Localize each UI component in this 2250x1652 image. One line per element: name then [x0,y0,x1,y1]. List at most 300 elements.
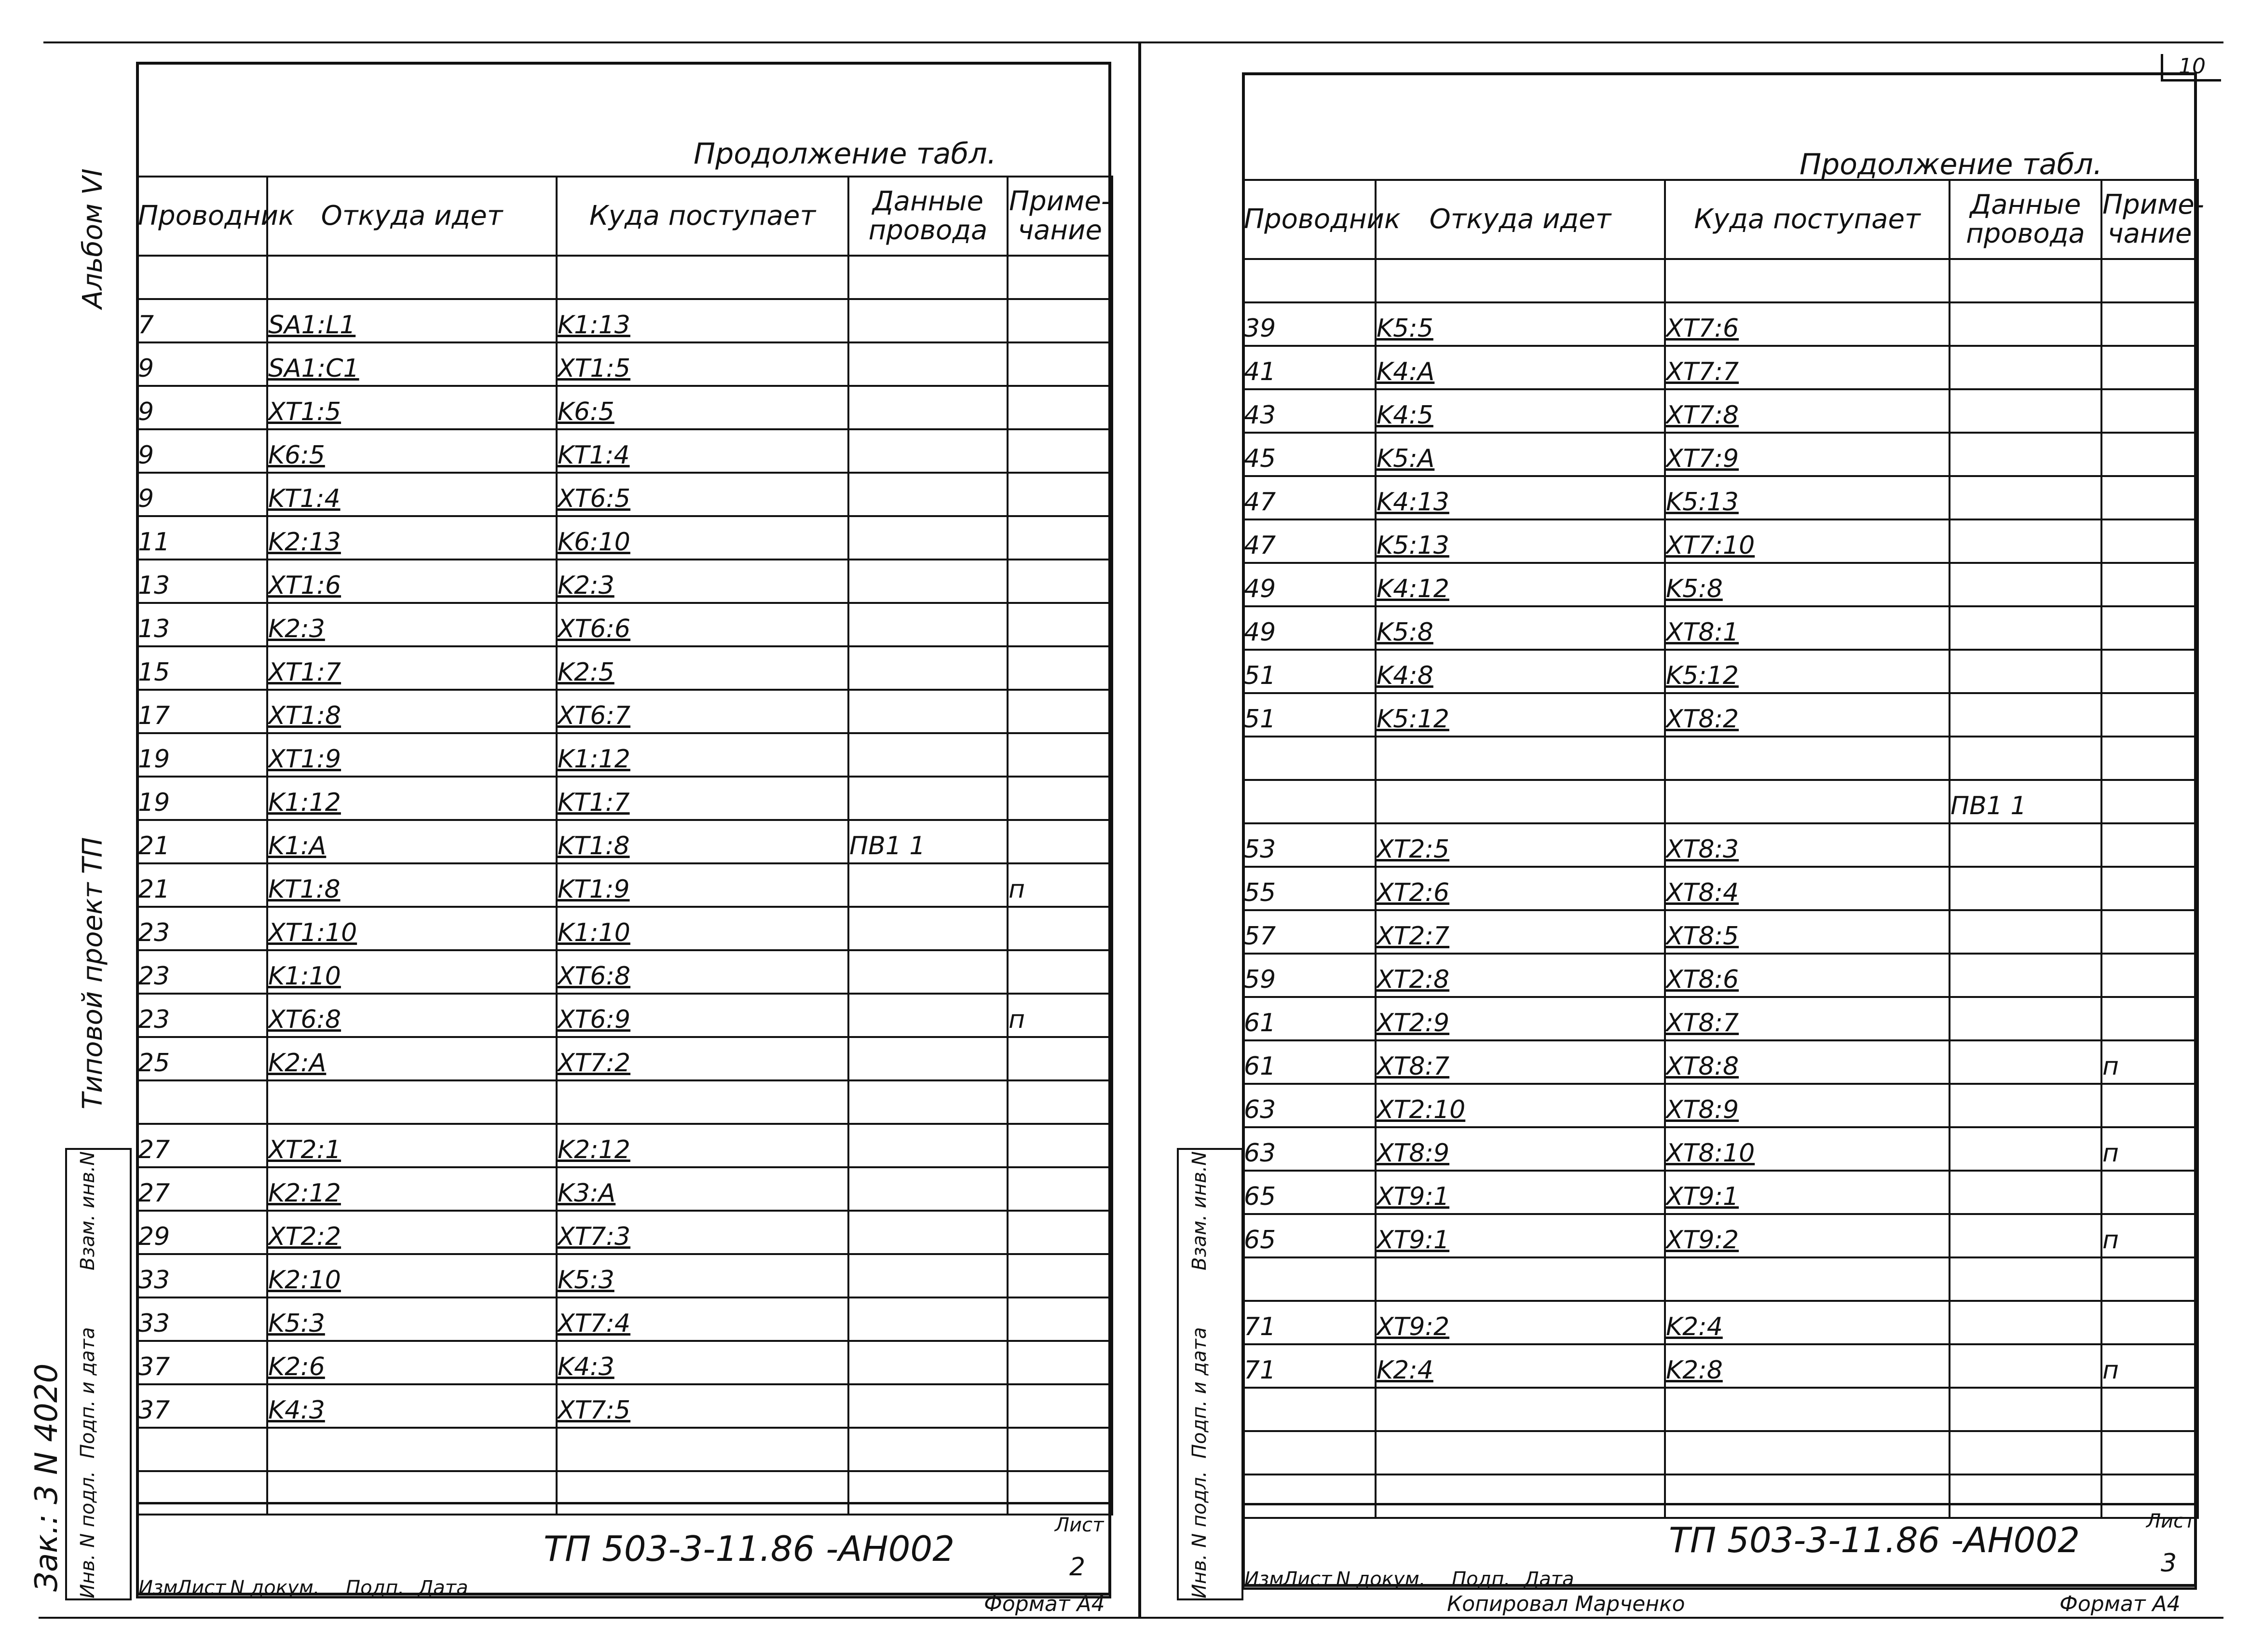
from-cell: K1:12 [267,777,557,820]
wire-data-cell [848,863,1008,907]
from-cell [1376,780,1665,823]
wire-data-cell [1950,563,2101,606]
wire-data-cell [848,1254,1008,1297]
col-header-wire-data: Данные провода [1950,180,2101,259]
wire-data-cell [1950,1388,2101,1431]
table-row [1243,1257,2198,1301]
note-cell [1008,516,1112,560]
wire-data-cell [1950,606,2101,650]
from-cell [267,256,557,299]
table-row [137,1211,1112,1254]
to-cell [557,1080,848,1124]
from-cell: XT1:8 [267,690,557,733]
wire-data-cell [848,603,1008,646]
to-cell: KT1:4 [557,429,848,473]
note-cell [2101,346,2198,389]
table-row [137,907,1112,950]
wire-data-cell [848,994,1008,1037]
wire-data-cell [848,256,1008,299]
from-cell: K5:12 [1376,693,1665,737]
format-label-right: Формат А4 [2059,1592,2181,1616]
stamp-label-sign: Подп. и дата [77,1327,99,1459]
center-divider [1138,41,1141,1619]
wire-data-cell: ПВ1 1 [848,820,1008,863]
from-cell: KT1:4 [267,473,557,516]
note-cell [1008,1341,1112,1384]
wire-cell: 27 [137,1124,267,1167]
to-cell: XT1:5 [557,342,848,386]
table-row [1243,997,2198,1040]
wire-cell: 49 [1243,606,1376,650]
wire-cell: 53 [1243,823,1376,867]
to-cell: XT8:9 [1665,1084,1950,1127]
to-cell: K5:13 [1665,476,1950,519]
to-cell: XT8:4 [1665,867,1950,910]
table-row [1243,823,2198,867]
to-cell [1665,780,1950,823]
wire-data-cell [1950,433,2101,476]
wire-data-cell [848,907,1008,950]
table-row [1243,650,2198,693]
wire-cell: 49 [1243,563,1376,606]
to-cell: KT1:7 [557,777,848,820]
wire-cell: 61 [1243,1040,1376,1084]
from-cell: XT9:1 [1376,1214,1665,1257]
from-cell: K4:13 [1376,476,1665,519]
table-row [137,386,1112,429]
wire-cell: 47 [1243,519,1376,563]
table-row [137,690,1112,733]
wire-cell: 21 [137,863,267,907]
note-cell [2101,1388,2198,1431]
wire-cell: 65 [1243,1171,1376,1214]
to-cell: XT7:2 [557,1037,848,1080]
table-row [1243,389,2198,433]
from-cell: XT2:2 [267,1211,557,1254]
from-cell: XT1:6 [267,560,557,603]
from-cell: XT6:8 [267,994,557,1037]
from-cell: XT1:5 [267,386,557,429]
note-cell [2101,910,2198,954]
table-row [137,603,1112,646]
table-row [137,950,1112,994]
from-cell [267,1428,557,1471]
wire-cell: 51 [1243,650,1376,693]
to-cell: XT7:7 [1665,346,1950,389]
wire-data-cell [1950,1127,2101,1171]
to-cell: XT6:9 [557,994,848,1037]
from-cell: K2:13 [267,516,557,560]
table-row [137,429,1112,473]
from-cell: K4:12 [1376,563,1665,606]
continuation-label-right: Продолжение табл. [1800,148,2102,181]
document-code-right: ТП 503-3-11.86 -АН002 [1669,1520,2080,1560]
wire-data-cell [848,733,1008,777]
note-cell: п [1008,863,1112,907]
stamp-label-repl-right: Взам. инв.N [1188,1151,1211,1270]
to-cell [1665,737,1950,780]
from-cell: XT1:9 [267,733,557,777]
note-cell [1008,690,1112,733]
wire-data-cell [1950,1171,2101,1214]
wire-data-cell [1950,519,2101,563]
col-header-note: Приме-чание [2101,180,2198,259]
wire-data-cell [848,516,1008,560]
from-cell: K2:12 [267,1167,557,1211]
order-number: Зак.: 3 N 4020 [29,1363,65,1592]
wire-data-cell [848,777,1008,820]
note-cell [1008,1124,1112,1167]
to-cell: K1:10 [557,907,848,950]
col-header-from: Откуда идет [1376,180,1665,259]
wire-data-cell [848,646,1008,690]
page-number: 10 [2161,54,2221,82]
wire-cell [1243,1257,1376,1301]
wire-cell: 63 [1243,1084,1376,1127]
note-cell [2101,1171,2198,1214]
wire-data-cell [848,386,1008,429]
table-row [1243,954,2198,997]
note-cell: п [2101,1040,2198,1084]
to-cell [1665,259,1950,302]
wire-cell: 57 [1243,910,1376,954]
wire-cell: 37 [137,1384,267,1428]
wire-cell [137,256,267,299]
to-cell: K1:13 [557,299,848,342]
wire-cell: 33 [137,1254,267,1297]
wire-data-cell: ПВ1 1 [1950,780,2101,823]
table-row [137,1254,1112,1297]
wire-cell: 47 [1243,476,1376,519]
wire-cell: 71 [1243,1344,1376,1388]
stamp-label-inv: Инв. N подл. [77,1471,99,1598]
table-row [1243,433,2198,476]
table-row [137,560,1112,603]
note-cell [1008,1428,1112,1471]
wire-data-cell [848,1037,1008,1080]
note-cell: п [2101,1127,2198,1171]
tb-label-list: Лист [177,1577,226,1599]
from-cell: XT1:7 [267,646,557,690]
table-row [137,473,1112,516]
to-cell: K6:5 [557,386,848,429]
note-cell [2101,606,2198,650]
from-cell: K5:5 [1376,302,1665,346]
note-cell [1008,256,1112,299]
to-cell: XT7:8 [1665,389,1950,433]
note-cell [2101,954,2198,997]
wire-cell: 9 [137,342,267,386]
wire-data-cell [848,1428,1008,1471]
wire-data-cell [848,1124,1008,1167]
note-cell [2101,1431,2198,1475]
left-sheet [136,62,1111,1599]
to-cell: XT8:3 [1665,823,1950,867]
note-cell [2101,476,2198,519]
wire-data-cell [848,1341,1008,1384]
table-row [1243,1214,2198,1257]
wire-cell: 17 [137,690,267,733]
from-cell: K4:3 [267,1384,557,1428]
note-cell [1008,733,1112,777]
format-label-left: Формат А4 [984,1592,1105,1616]
note-cell [2101,389,2198,433]
from-cell: K5:13 [1376,519,1665,563]
table-row [1243,563,2198,606]
note-cell [1008,386,1112,429]
to-cell: XT9:1 [1665,1171,1950,1214]
from-cell: K2:6 [267,1341,557,1384]
table-row [137,733,1112,777]
to-cell: XT9:2 [1665,1214,1950,1257]
col-header-note: Приме-чание [1008,177,1112,256]
to-cell: K2:8 [1665,1344,1950,1388]
to-cell: K2:3 [557,560,848,603]
note-cell [1008,1254,1112,1297]
to-cell [557,256,848,299]
to-cell: XT6:7 [557,690,848,733]
to-cell: XT8:6 [1665,954,1950,997]
table-row [1243,1388,2198,1431]
table-row [1243,910,2198,954]
note-cell [1008,473,1112,516]
wire-cell: 43 [1243,389,1376,433]
wire-cell [1243,737,1376,780]
from-cell [1376,737,1665,780]
to-cell: XT7:5 [557,1384,848,1428]
wire-data-cell [1950,476,2101,519]
table-row [1243,346,2198,389]
col-header-wire: Проводник [137,177,267,256]
wire-data-cell [848,473,1008,516]
tb-label-izm: Изм [1244,1568,1284,1590]
to-cell [1665,1257,1950,1301]
wire-cell: 15 [137,646,267,690]
to-cell: XT8:2 [1665,693,1950,737]
wire-cell: 65 [1243,1214,1376,1257]
wire-cell: 13 [137,560,267,603]
to-cell: XT6:8 [557,950,848,994]
from-cell [267,1080,557,1124]
from-cell: K6:5 [267,429,557,473]
to-cell: K5:8 [1665,563,1950,606]
table-row [137,299,1112,342]
from-cell [1376,1431,1665,1475]
table-row [1243,606,2198,650]
note-cell [1008,1167,1112,1211]
tb-label-list: Лист [1283,1568,1332,1590]
to-cell: XT8:7 [1665,997,1950,1040]
to-cell: XT7:4 [557,1297,848,1341]
table-row [137,1167,1112,1211]
wire-data-cell [1950,1431,2101,1475]
wire-cell: 9 [137,386,267,429]
note-cell [1008,907,1112,950]
from-cell [1376,1257,1665,1301]
table-row [137,1080,1112,1124]
from-cell: K4:8 [1376,650,1665,693]
table-row [1243,259,2198,302]
wire-cell [1243,780,1376,823]
wire-cell: 63 [1243,1127,1376,1171]
approval-stamp-box-right [1177,1148,1243,1600]
table-row [137,820,1112,863]
wire-data-cell [1950,693,2101,737]
to-cell: XT7:9 [1665,433,1950,476]
wire-cell [137,1428,267,1471]
wire-data-cell [848,1297,1008,1341]
from-cell: K2:4 [1376,1344,1665,1388]
note-cell [2101,1257,2198,1301]
from-cell: XT8:7 [1376,1040,1665,1084]
table-row [137,256,1112,299]
table-row [137,1384,1112,1428]
copied-by: Копировал Марченко [1447,1592,1685,1616]
from-cell: XT2:7 [1376,910,1665,954]
from-cell: KT1:8 [267,863,557,907]
col-header-to: Куда поступает [1665,180,1950,259]
tb-label-izm: Изм [138,1577,178,1599]
note-cell [1008,342,1112,386]
to-cell: XT7:3 [557,1211,848,1254]
note-cell [1008,603,1112,646]
to-cell: KT1:8 [557,820,848,863]
title-block [136,1502,1111,1598]
to-cell [557,1428,848,1471]
wire-data-cell [848,690,1008,733]
sheet-label: Лист [1055,1514,1104,1536]
note-cell: п [1008,994,1112,1037]
from-cell: K5:8 [1376,606,1665,650]
note-cell [1008,777,1112,820]
sheet-label-right: Лист [2146,1510,2195,1532]
from-cell: K5:A [1376,433,1665,476]
note-cell [1008,950,1112,994]
col-header-to: Куда поступает [557,177,848,256]
sheet-number: 2 [1069,1553,1086,1582]
wire-data-cell [848,1080,1008,1124]
to-cell: KT1:9 [557,863,848,907]
col-header-wire: Проводник [1243,180,1376,259]
from-cell: K2:A [267,1037,557,1080]
to-cell: K6:10 [557,516,848,560]
from-cell: K4:A [1376,346,1665,389]
note-cell [2101,563,2198,606]
note-cell [2101,433,2198,476]
wire-cell [1243,259,1376,302]
wire-cell: 21 [137,820,267,863]
from-cell: XT9:2 [1376,1301,1665,1344]
note-cell: п [2101,1214,2198,1257]
from-cell: XT9:1 [1376,1171,1665,1214]
wire-cell: 9 [137,473,267,516]
table-row [137,1428,1112,1471]
table-row [1243,867,2198,910]
wire-data-cell [1950,823,2101,867]
tb-label-sign: Подп. [346,1577,405,1599]
table-row [137,342,1112,386]
table-row [137,1297,1112,1341]
from-cell: K5:3 [267,1297,557,1341]
tb-label-doc: N докум. [1336,1568,1426,1590]
note-cell: п [2101,1344,2198,1388]
note-cell [1008,646,1112,690]
wire-cell: 23 [137,950,267,994]
table-row [1243,1127,2198,1171]
note-cell [1008,560,1112,603]
project-label: Типовой проект ТП [77,837,109,1109]
wire-data-cell [848,299,1008,342]
table-row [1243,519,2198,563]
note-cell [1008,1384,1112,1428]
to-cell [1665,1431,1950,1475]
top-border-line [43,41,2223,43]
table-row [137,1341,1112,1384]
note-cell [2101,1084,2198,1127]
title-block-right [1242,1503,2197,1590]
wire-data-cell [1950,346,2101,389]
from-cell: SA1:L1 [267,299,557,342]
wire-data-cell [1950,1084,2101,1127]
from-cell: K4:5 [1376,389,1665,433]
table-row [1243,302,2198,346]
wire-cell: 51 [1243,693,1376,737]
to-cell: XT8:8 [1665,1040,1950,1084]
tb-label-sign: Подп. [1452,1568,1511,1590]
wire-cell: 45 [1243,433,1376,476]
stamp-label-sign-right: Подп. и дата [1188,1327,1211,1459]
wire-cell [1243,1431,1376,1475]
to-cell: XT8:10 [1665,1127,1950,1171]
wire-cell: 19 [137,777,267,820]
to-cell: K5:3 [557,1254,848,1297]
note-cell [1008,1297,1112,1341]
wire-data-cell [848,950,1008,994]
from-cell: XT2:10 [1376,1084,1665,1127]
table-row [1243,1301,2198,1344]
from-cell [1376,1388,1665,1431]
wire-data-cell [1950,737,2101,780]
sheet-number-right: 3 [2161,1549,2177,1578]
wire-cell: 55 [1243,867,1376,910]
from-cell: K1:10 [267,950,557,994]
table-row [1243,476,2198,519]
right-sheet [1242,72,2204,1590]
table-row [1243,1171,2198,1214]
note-cell [1008,299,1112,342]
wire-data-cell [1950,997,2101,1040]
wire-data-cell [1950,1214,2101,1257]
wire-data-cell [1950,1344,2101,1388]
wire-data-cell [848,1211,1008,1254]
wire-data-cell [1950,954,2101,997]
wire-data-cell [1950,867,2101,910]
table-row [137,777,1112,820]
wire-data-cell [1950,1040,2101,1084]
from-cell: SA1:C1 [267,342,557,386]
note-cell [2101,823,2198,867]
to-cell: XT7:6 [1665,302,1950,346]
from-cell: XT2:6 [1376,867,1665,910]
to-cell: K2:4 [1665,1301,1950,1344]
wire-data-cell [1950,259,2101,302]
tb-label-date: Дата [418,1577,468,1599]
note-cell [2101,650,2198,693]
wire-cell: 23 [137,907,267,950]
note-cell [2101,867,2198,910]
wire-data-cell [848,429,1008,473]
table-row [137,646,1112,690]
